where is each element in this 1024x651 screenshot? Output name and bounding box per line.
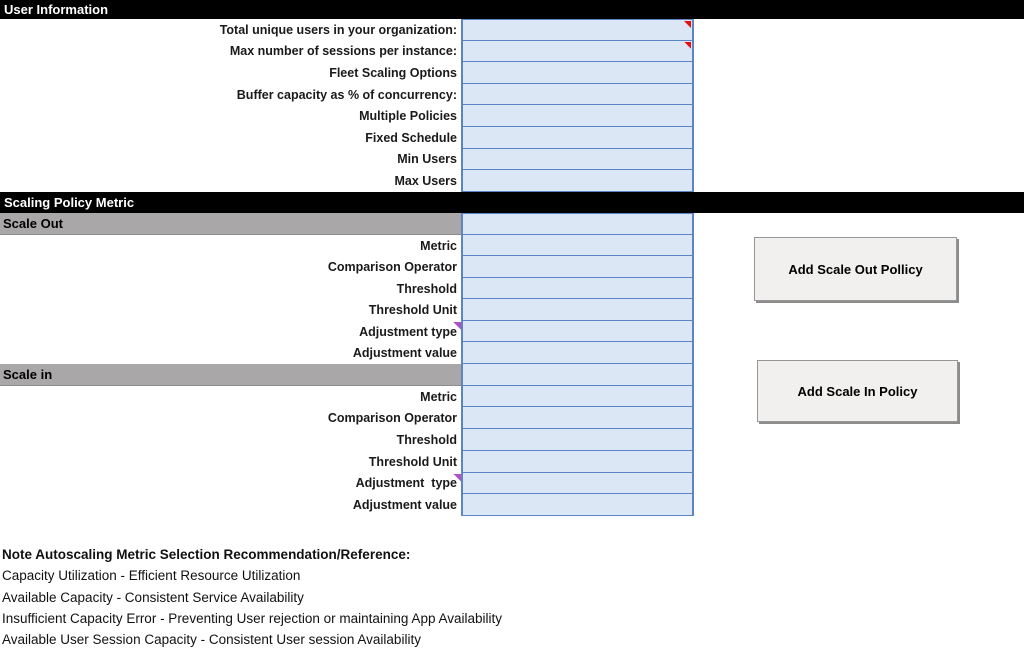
row-label: Metric [420,238,457,253]
row-scale-out-adjustment-type [0,321,1024,343]
input-cell-multiple-policies[interactable] [461,105,694,127]
empty-area [694,494,1024,516]
section-header-user-information [0,0,1024,19]
row-label: Adjustment value [352,498,457,513]
input-cell-scale-in-comparison-operator[interactable] [461,407,694,429]
row-scale-out-threshold-unit [0,299,1024,321]
comment-indicator-icon [684,21,691,28]
row-total-unique-users [0,19,1024,41]
input-cell-scale-in-adjustment-value[interactable] [461,494,694,516]
empty-area [694,62,1024,84]
row-scale-in-adjustment-value [0,494,1024,516]
empty-area [694,105,1024,127]
scale-in-title: Scale in [0,364,461,386]
empty-area [694,127,1024,149]
empty-area [694,213,1024,235]
input-cell-scale-out-header[interactable] [461,213,694,235]
empty-area [694,19,1024,41]
empty-area [694,429,1024,451]
add-scale-out-policy-button[interactable] [754,237,957,301]
input-cell-fleet-scaling-options[interactable] [461,62,694,84]
row-label: Threshold [396,432,457,447]
note-line: Available Capacity - Consistent Service Availability [2,589,304,605]
row-label: Comparison Operator [327,411,457,426]
scale-out-title: Scale Out [0,213,461,235]
row-label: Fixed Schedule [365,130,457,145]
button-label: Add Scale Out Pollicy [788,261,923,277]
row-label: Threshold Unit [368,454,457,469]
row-label: Min Users [397,152,457,167]
row-fixed-schedule [0,127,1024,149]
empty-area [694,473,1024,495]
row-label: Total unique users in your organization: [219,22,457,37]
note-line: Capacity Utilization - Efficient Resource Utilization [2,568,301,584]
row-max-sessions [0,41,1024,63]
empty-area [694,451,1024,473]
row-label [0,473,461,495]
row-label [0,321,461,343]
row-min-users [0,149,1024,171]
input-cell-scale-in-adjustment-type[interactable] [461,473,694,495]
empty-area [694,299,1024,321]
section-header-scaling-policy-metric [0,192,1024,213]
empty-area [694,170,1024,192]
row-label: Threshold Unit [368,303,457,317]
empty-area [694,321,1024,343]
row-label: Buffer capacity as % of concurrency: [236,87,457,102]
row-max-users [0,170,1024,192]
empty-area [694,41,1024,63]
input-cell-min-users[interactable] [461,149,694,171]
row-scale-in-adjustment-type [0,473,1024,495]
row-label-text: Adjustment type [355,476,457,491]
note-line: Available User Session Capacity - Consistent User session Availability [2,632,421,648]
row-label: Threshold [396,281,457,296]
row-label: Metric [420,389,457,404]
add-scale-in-policy-button[interactable] [757,360,958,422]
row-label: Multiple Policies [359,109,457,124]
input-cell-total-unique-users[interactable] [461,19,694,41]
notes-heading: Note Autoscaling Metric Selection Recommendation/Reference: [2,547,411,562]
input-cell-fixed-schedule[interactable] [461,127,694,149]
input-cell-scale-out-threshold[interactable] [461,278,694,300]
input-cell-scale-in-metric[interactable] [461,386,694,408]
row-label: Max number of sessions per instance: [229,44,457,59]
row-label: Max Users [394,173,457,188]
empty-area [694,149,1024,171]
input-cell-scale-in-threshold-unit[interactable] [461,451,694,473]
section-title: Scaling Policy Metric [4,194,135,210]
input-cell-max-sessions[interactable] [461,41,694,63]
row-buffer-capacity [0,84,1024,106]
row-label: Fleet Scaling Options [329,65,457,80]
note-line: Insufficient Capacity Error - Preventing User rejection or maintaining App Availability [2,610,502,626]
input-cell-scale-out-metric[interactable] [461,235,694,257]
row-multiple-policies [0,105,1024,127]
row-scale-in-threshold [0,429,1024,451]
input-cell-scale-out-comparison-operator[interactable] [461,256,694,278]
empty-area [694,84,1024,106]
row-label: Comparison Operator [327,260,457,274]
autoscaling-notes [2,544,502,650]
row-label: Adjustment value [352,346,457,360]
input-cell-scale-out-adjustment-value[interactable] [461,342,694,364]
input-cell-max-users[interactable] [461,170,694,192]
row-scale-in-threshold-unit [0,451,1024,473]
button-label: Add Scale In Policy [797,383,918,399]
input-cell-scale-in-threshold[interactable] [461,429,694,451]
section-title: User Information [4,2,109,17]
input-cell-scale-out-adjustment-type[interactable] [461,321,694,343]
input-cell-scale-in-header[interactable] [461,364,694,386]
input-cell-buffer-capacity[interactable] [461,84,694,106]
comment-indicator-icon [684,42,691,49]
row-fleet-scaling-options [0,62,1024,84]
row-label-text: Adjustment type [359,324,457,339]
input-cell-scale-out-threshold-unit[interactable] [461,299,694,321]
subsection-header-scale-out [0,213,1024,235]
